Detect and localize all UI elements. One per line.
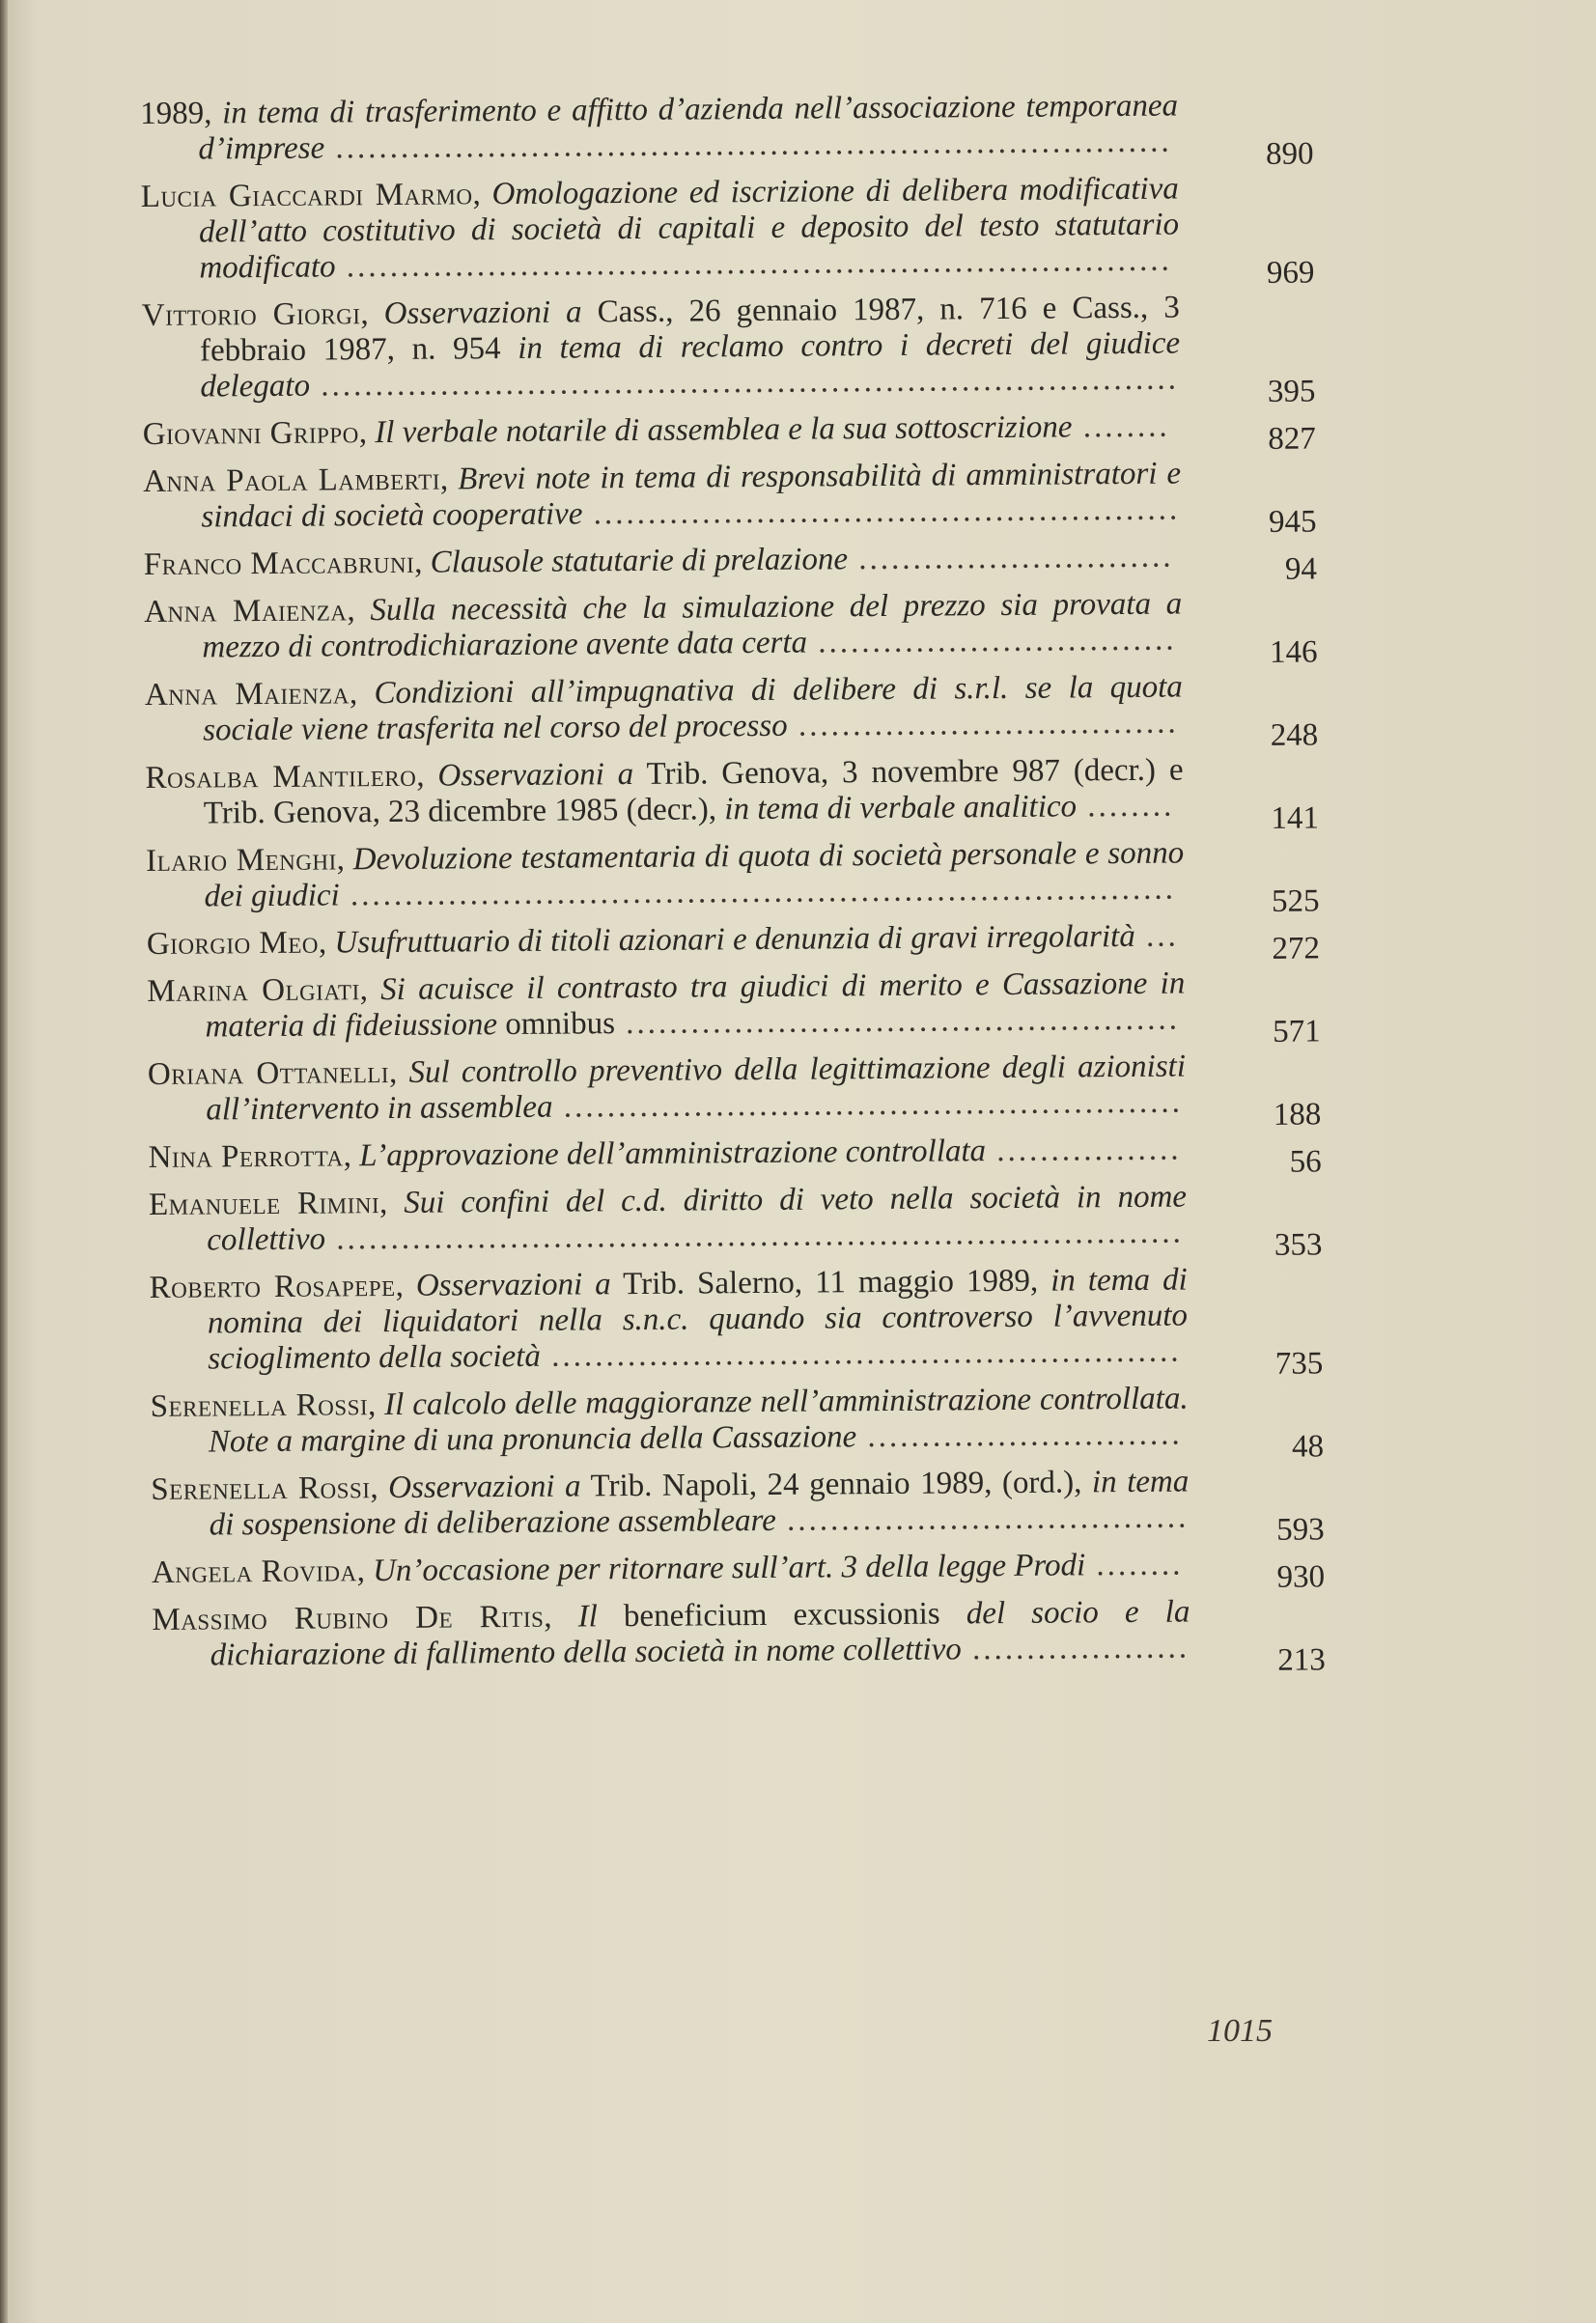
entry-page-number: 248 (1270, 717, 1319, 753)
entry-title-roman: omnibus (496, 1006, 616, 1043)
entry-author: Giovanni Grippo (142, 415, 359, 452)
entry-title-continued: del socio e la dichiarazione di fallimento della società in nome collettivo (210, 1594, 1190, 1673)
leader-dots: ............................................................................. (324, 124, 1172, 166)
leader-dots: ........ (1076, 788, 1175, 825)
entry-title: Il calcolo delle maggioranze nell’amministrazione controllata. Note a margine di una pronuncia della Cassazione (208, 1381, 1189, 1460)
entry-page-number: 827 (1268, 421, 1316, 457)
index-entry: Oriana Ottanelli, Sul controllo preventivo della legittimazione degli azionisti all’intervento in assemblea ......................................................... 188 (147, 1049, 1322, 1133)
entry-author: Serenella Rossi (151, 1470, 371, 1507)
entry-author: Massimo Rubino De Ritis (152, 1599, 545, 1637)
entry-author: Oriana Ottanelli (147, 1055, 390, 1092)
index-entry: Anna Paola Lamberti, Brevi note in tema di responsabilità di amministratori e sindaci di società cooperative ...................................................... 945 (142, 456, 1317, 540)
page-number: 1015 (1207, 2013, 1273, 2049)
entry-title-continued: in tema di verbale analitico (724, 789, 1078, 827)
index-entry: Massimo Rubino De Ritis, Il beneficium excussionis del socio e la dichiarazione di fallimento della società in nome collettivo .................... 213 (152, 1594, 1326, 1678)
index-entry: Serenella Rossi, Il calcolo delle maggioranze nell’amministrazione controllata. Note a margine di una pronuncia della Cassazione ............................. 48 (150, 1381, 1325, 1465)
index-entry: Anna Maienza, Sulla necessità che la simulazione del prezzo sia provata a mezzo di controdichiarazione avente data certa ................................. 146 (144, 586, 1318, 670)
leader-dots: ................................................... (614, 1001, 1181, 1042)
entry-page-number: 56 (1289, 1144, 1322, 1180)
entry-page-number: 525 (1271, 883, 1320, 919)
entry-author: Angela Rovida (151, 1553, 357, 1590)
entry-title: Un’occasione per ritornare sull’art. 3 della legge Prodi (372, 1548, 1086, 1589)
entry-author: Marina Olgiati (147, 972, 360, 1009)
leader-dots: .......................................................... (540, 1333, 1182, 1374)
entry-page-number: 945 (1268, 504, 1317, 540)
entry-page-number: 930 (1276, 1559, 1326, 1595)
entry-title: Devoluzione testamentaria di quota di società personale e sonno dei giudici (204, 835, 1185, 914)
entry-title-prefix: 1989, (140, 96, 223, 131)
entry-title: Sul controllo preventivo della legittimazione degli azionisti all’intervento in assemblea (206, 1049, 1187, 1128)
page-binding-edge (0, 0, 8, 2323)
entry-author: Anna Maienza (144, 676, 350, 713)
entry-title-roman: Trib. Salerno, 11 maggio 1989, (610, 1263, 1051, 1302)
leader-dots: ..................................... (775, 1499, 1190, 1538)
entry-title-continued: in tema di sospensione di deliberazione assembleare (209, 1464, 1190, 1543)
index-entry: Marina Olgiati, Si acuisce il contrasto tra giudici di merito e Cassazione in materia di fideiussione omnibus ................................................... 571 (147, 966, 1321, 1050)
leader-dots: ... (1134, 918, 1179, 954)
entry-title: Si acuisce il contrasto tra giudici di merito e Cassazione in materia di fideiussione (205, 966, 1186, 1045)
entry-title: Il verbale notarile di assemblea e la sua sottoscrizione (375, 409, 1073, 451)
index-entry: Giovanni Grippo, Il verbale notarile di assemblea e la sua sottoscrizione ........ 827 (142, 408, 1316, 457)
entry-page-number: 735 (1274, 1346, 1324, 1382)
entry-title: Il (577, 1599, 599, 1635)
index-entry: Franco Maccabruni, Clausole statutarie di prelazione ............................. 94 (143, 539, 1318, 587)
entry-page-number: 890 (1265, 136, 1314, 172)
entry-page-number: 395 (1267, 374, 1316, 409)
leader-dots: ............................................................................ (339, 871, 1177, 913)
entry-title: Omologazione ed iscrizione di delibera modificativa dell’atto costitutivo di società di capitali e deposito del testo statutario modificato (198, 171, 1180, 286)
leader-dots: ................................... (787, 705, 1179, 743)
entry-author: Rosalba Mantilero (145, 758, 417, 796)
entry-page-number: 213 (1277, 1642, 1326, 1678)
leader-dots: ................................. (806, 622, 1177, 660)
leader-dots: ...................................................... (582, 491, 1181, 532)
index-entry: Nina Perrotta, L’approvazione dell’amministrazione controllata ................. 56 (148, 1132, 1322, 1180)
entry-title: Usufruttuario di titoli azionari e denunzia di gravi irregolarità (334, 918, 1135, 961)
entry-title: Osservazioni a (437, 757, 634, 794)
index-entry: Serenella Rossi, Osservazioni a Trib. Napoli, 24 gennaio 1989, (ord.), in tema di sospensione di deliberazione assembleare ..................................... 593 (151, 1464, 1325, 1548)
entry-author: Ilario Menghi (146, 842, 337, 879)
leader-dots: ............................. (847, 539, 1174, 577)
entry-title-continued: in tema di nomina dei liquidatori nella s.n.c. quando sia controverso l’avvenuto scioglimento della società (207, 1262, 1189, 1377)
entry-page-number: 146 (1269, 634, 1318, 670)
entry-title: Sui confini del c.d. diritto di veto nella società in nome collettivo (207, 1179, 1188, 1258)
entry-page-number: 969 (1266, 255, 1315, 291)
entry-title: in tema di trasferimento e affitto d’azienda nell’associazione temporanea d’imprese (198, 88, 1179, 167)
entry-title: L’approvazione dell’amministrazione controllata (359, 1134, 987, 1174)
index-entry: Rosalba Mantilero, Osservazioni a Trib. Genova, 3 novembre 987 (decr.) e Trib. Genova, 23 dicembre 1985 (decr.), in tema di verbale analitico ........ 141 (145, 752, 1320, 836)
entry-title: Clausole statutarie di prelazione (430, 542, 849, 580)
leader-dots: ........ (1085, 1547, 1184, 1583)
leader-dots: ......................................................... (552, 1084, 1184, 1125)
index-entry: Vittorio Giorgi, Osservazioni a Cass., 26 gennaio 1987, n. 716 e Cass., 3 febbraio 1987, n. 954 in tema di reclamo contro i decreti del giudice delegato ............................................................................... 395 (141, 290, 1316, 409)
index-entry: Ilario Menghi, Devoluzione testamentaria di quota di società personale e sonno dei giudici ............................................................................ 525 (146, 835, 1320, 919)
entry-title-roman: beneficium excussionis (597, 1596, 966, 1635)
entry-page-number: 353 (1274, 1227, 1323, 1263)
index-of-authors (140, 87, 1326, 1685)
index-entry: Lucia Giaccardi Marmo, Omologazione ed iscrizione di delibera modificativa dell’atto costitutivo di società di capitali e deposito del testo statutario modificato ............................................................................ 969 (140, 171, 1315, 291)
entry-title-continued: in tema di reclamo contro i decreti del giudice delegato (200, 325, 1181, 405)
entry-author: Vittorio Giorgi (141, 296, 361, 333)
entry-title-roman: Cass., 26 gennaio 1987, n. 716 e Cass., 3 febbraio 1987, n. 954 (199, 290, 1180, 369)
index-entry: Emanuele Rimini, Sui confini del c.d. diritto di veto nella società in nome collettivo .............................................................................. 353 (148, 1179, 1323, 1263)
entry-title: Osservazioni a (415, 1267, 611, 1303)
entry-author: Franco Maccabruni (143, 545, 415, 582)
leader-dots: ............................. (856, 1416, 1183, 1455)
entry-title: Sulla necessità che la simulazione del prezzo sia provata a mezzo di controdichiarazione avente data certa (202, 586, 1183, 665)
leader-dots: .............................................................................. (324, 1215, 1184, 1257)
entry-title: Condizioni all’impugnativa di delibere di s.r.l. se la quota sociale viene trasferita nel corso del processo (203, 669, 1183, 748)
index-entry: Roberto Rosapepe, Osservazioni a Trib. Salerno, 11 maggio 1989, in tema di nomina dei liquidatori nella s.n.c. quando sia controverso l’avvenuto scioglimento della società .......................................................... 735 (149, 1262, 1324, 1382)
entry-page-number: 141 (1271, 800, 1320, 836)
entry-page-number: 571 (1273, 1014, 1321, 1050)
entry-author: Serenella Rossi (150, 1387, 369, 1424)
entry-page-number: 188 (1273, 1097, 1322, 1133)
entry-title: Osservazioni a (388, 1469, 581, 1506)
entry-author: Anna Maienza (144, 593, 348, 630)
entry-author: Roberto Rosapepe (149, 1268, 396, 1305)
leader-dots: ............................................................................... (309, 361, 1180, 404)
index-entry: Angela Rovida, Un’occasione per ritornare sull’art. 3 della legge Prodi ........ 930 (151, 1547, 1326, 1595)
index-entry (140, 87, 1314, 172)
entry-author: Lucia Giaccardi Marmo (140, 177, 473, 214)
entry-title: Brevi note in tema di responsabilità di amministratori e sindaci di società cooperative (201, 456, 1182, 535)
entry-author: Anna Paola Lamberti (142, 462, 441, 499)
entry-author: Nina Perrotta (148, 1138, 344, 1175)
entry-author: Emanuele Rimini (148, 1186, 380, 1222)
entry-title-roman: Trib. Napoli, 24 gennaio 1989, (ord.), (580, 1465, 1093, 1504)
index-entry: Giorgio Meo, Usufruttuario di titoli azionari e denunzia di gravi irregolarità ... 272 (146, 918, 1321, 966)
leader-dots: ................. (985, 1132, 1182, 1169)
entry-page-number: 48 (1291, 1429, 1325, 1465)
entry-author: Giorgio Meo (146, 925, 320, 962)
entry-page-number: 272 (1272, 931, 1321, 966)
entry-page-number: 94 (1284, 551, 1318, 587)
leader-dots: ........ (1072, 408, 1170, 445)
leader-dots: ............................................................................ (335, 242, 1172, 285)
entry-title-roman: Trib. Genova, 3 novembre 987 (decr.) e Trib. Genova, 23 dicembre 1985 (decr.), (203, 752, 1184, 831)
index-entry: Anna Maienza, Condizioni all’impugnativa di delibere di s.r.l. se la quota sociale viene trasferita nel corso del processo ................................... 248 (144, 669, 1319, 753)
entry-page-number: 593 (1276, 1512, 1325, 1548)
leader-dots: .................... (961, 1630, 1190, 1667)
entry-title: Osservazioni a (383, 294, 582, 332)
